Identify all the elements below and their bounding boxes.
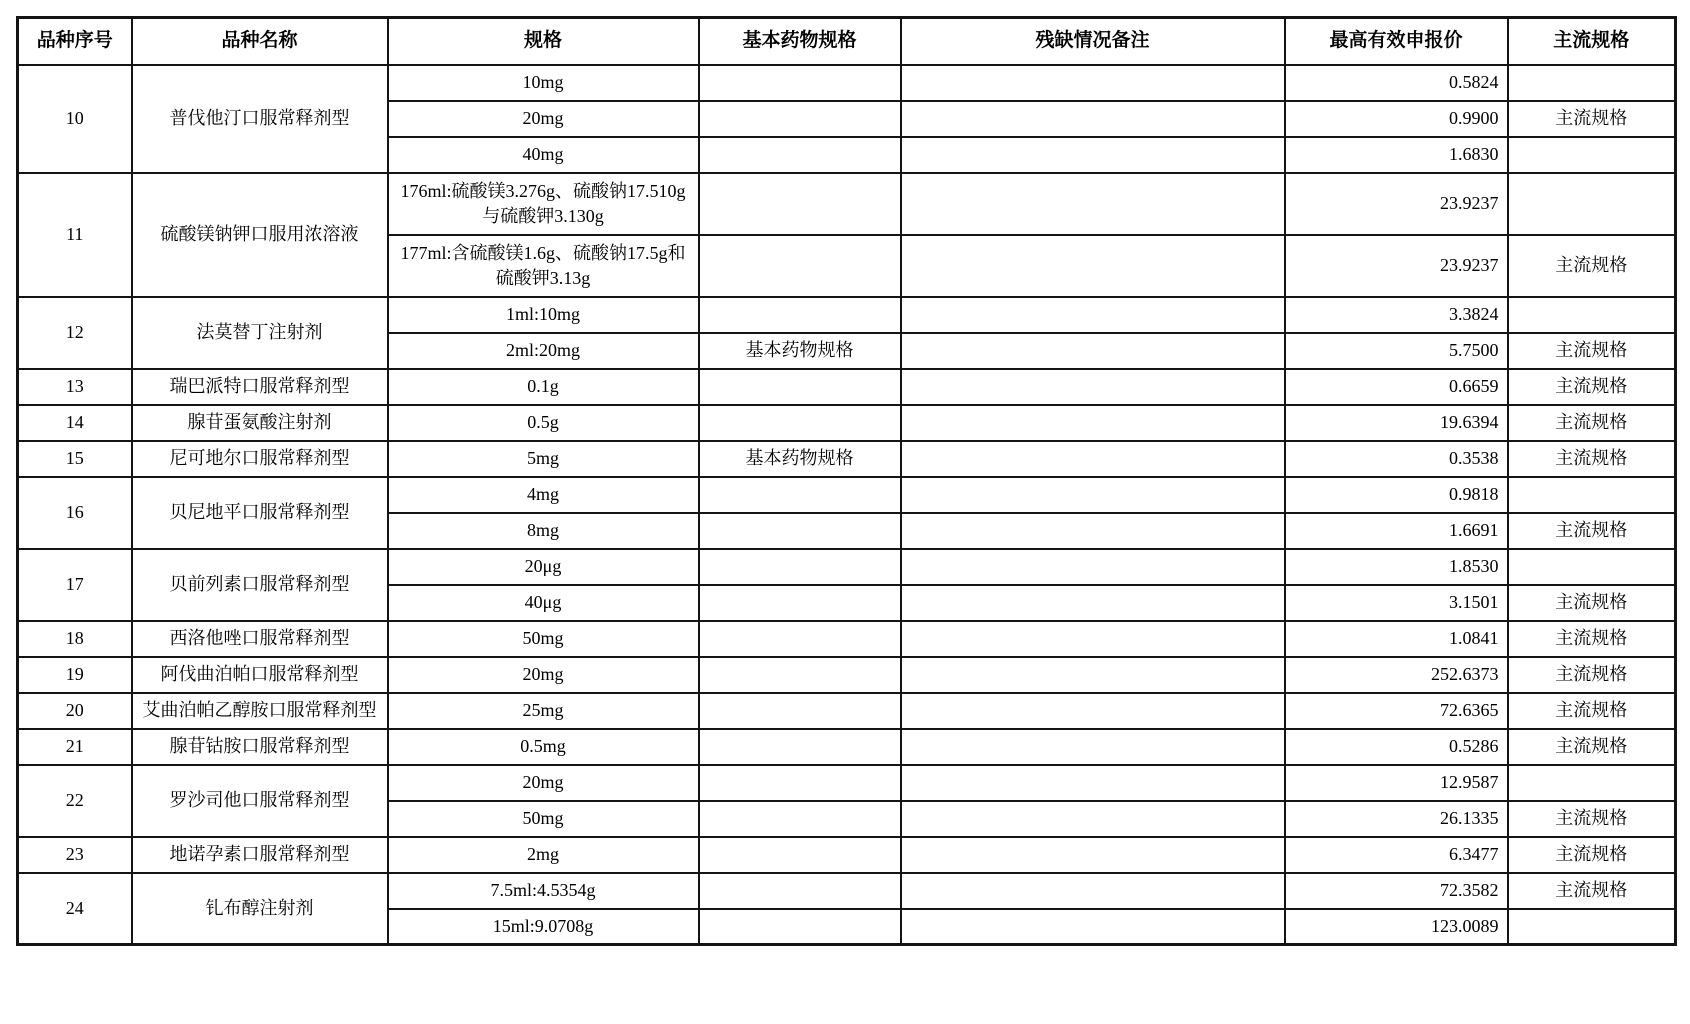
spec-cell: 1ml:10mg — [388, 297, 699, 333]
basic-cell — [699, 405, 901, 441]
spec-cell: 40mg — [388, 137, 699, 173]
price-cell: 1.6830 — [1285, 137, 1508, 173]
remark-cell — [901, 65, 1285, 101]
basic-cell: 基本药物规格 — [699, 333, 901, 369]
header-cell-seq: 品种序号 — [18, 18, 132, 65]
basic-cell — [699, 657, 901, 693]
table-row — [18, 729, 1676, 765]
mainstream-cell — [1508, 549, 1676, 585]
basic-cell — [699, 477, 901, 513]
seq-cell: 24 — [18, 873, 132, 945]
basic-cell — [699, 513, 901, 549]
basic-cell — [699, 801, 901, 837]
basic-cell: 基本药物规格 — [699, 441, 901, 477]
table-row — [18, 297, 1676, 333]
price-cell: 0.5286 — [1285, 729, 1508, 765]
price-cell: 0.6659 — [1285, 369, 1508, 405]
spec-cell: 10mg — [388, 65, 699, 101]
mainstream-cell: 主流规格 — [1508, 235, 1676, 297]
mainstream-cell — [1508, 765, 1676, 801]
table-body — [18, 65, 1676, 945]
mainstream-cell — [1508, 297, 1676, 333]
remark-cell — [901, 137, 1285, 173]
table-row — [18, 405, 1676, 441]
mainstream-cell: 主流规格 — [1508, 101, 1676, 137]
name-cell: 瑞巴派特口服常释剂型 — [132, 369, 388, 405]
seq-cell: 20 — [18, 693, 132, 729]
seq-cell: 22 — [18, 765, 132, 837]
spec-cell: 25mg — [388, 693, 699, 729]
remark-cell — [901, 621, 1285, 657]
price-cell: 1.6691 — [1285, 513, 1508, 549]
basic-cell — [699, 621, 901, 657]
remark-cell — [901, 801, 1285, 837]
seq-cell: 10 — [18, 65, 132, 173]
price-cell: 19.6394 — [1285, 405, 1508, 441]
remark-cell — [901, 297, 1285, 333]
price-cell: 3.3824 — [1285, 297, 1508, 333]
price-cell: 1.8530 — [1285, 549, 1508, 585]
table-row — [18, 657, 1676, 693]
remark-cell — [901, 405, 1285, 441]
table-row — [18, 621, 1676, 657]
basic-cell — [699, 137, 901, 173]
spec-cell: 5mg — [388, 441, 699, 477]
name-cell: 钆布醇注射剂 — [132, 873, 388, 945]
price-cell: 252.6373 — [1285, 657, 1508, 693]
price-cell: 12.9587 — [1285, 765, 1508, 801]
spec-cell: 177ml:含硫酸镁1.6g、硫酸钠17.5g和硫酸钾3.13g — [388, 235, 699, 297]
remark-cell — [901, 693, 1285, 729]
mainstream-cell: 主流规格 — [1508, 513, 1676, 549]
mainstream-cell — [1508, 65, 1676, 101]
table-row — [18, 693, 1676, 729]
remark-cell — [901, 765, 1285, 801]
price-cell: 123.0089 — [1285, 909, 1508, 945]
spec-cell: 15ml:9.0708g — [388, 909, 699, 945]
header-cell-price: 最高有效申报价 — [1285, 18, 1508, 65]
spec-cell: 50mg — [388, 801, 699, 837]
name-cell: 腺苷钴胺口服常释剂型 — [132, 729, 388, 765]
remark-cell — [901, 549, 1285, 585]
price-cell: 3.1501 — [1285, 585, 1508, 621]
remark-cell — [901, 101, 1285, 137]
spec-cell: 0.5mg — [388, 729, 699, 765]
spec-cell: 50mg — [388, 621, 699, 657]
mainstream-cell: 主流规格 — [1508, 801, 1676, 837]
table-row — [18, 173, 1676, 235]
seq-cell: 17 — [18, 549, 132, 621]
table-row — [18, 65, 1676, 101]
basic-cell — [699, 101, 901, 137]
header-cell-remark: 残缺情况备注 — [901, 18, 1285, 65]
price-cell: 0.9900 — [1285, 101, 1508, 137]
name-cell: 贝尼地平口服常释剂型 — [132, 477, 388, 549]
price-cell: 0.9818 — [1285, 477, 1508, 513]
seq-cell: 12 — [18, 297, 132, 369]
name-cell: 阿伐曲泊帕口服常释剂型 — [132, 657, 388, 693]
table-row — [18, 441, 1676, 477]
basic-cell — [699, 585, 901, 621]
spec-cell: 20mg — [388, 657, 699, 693]
mainstream-cell: 主流规格 — [1508, 441, 1676, 477]
remark-cell — [901, 909, 1285, 945]
table-row — [18, 873, 1676, 909]
seq-cell: 21 — [18, 729, 132, 765]
table-row — [18, 765, 1676, 801]
name-cell: 艾曲泊帕乙醇胺口服常释剂型 — [132, 693, 388, 729]
mainstream-cell: 主流规格 — [1508, 873, 1676, 909]
table-row — [18, 549, 1676, 585]
name-cell: 硫酸镁钠钾口服用浓溶液 — [132, 173, 388, 297]
seq-cell: 14 — [18, 405, 132, 441]
name-cell: 普伐他汀口服常释剂型 — [132, 65, 388, 173]
drug-price-table — [16, 16, 1677, 946]
remark-cell — [901, 477, 1285, 513]
name-cell: 腺苷蛋氨酸注射剂 — [132, 405, 388, 441]
price-cell: 6.3477 — [1285, 837, 1508, 873]
spec-cell: 20mg — [388, 101, 699, 137]
remark-cell — [901, 235, 1285, 297]
mainstream-cell: 主流规格 — [1508, 333, 1676, 369]
header-row — [18, 18, 1676, 65]
remark-cell — [901, 173, 1285, 235]
spec-cell: 0.5g — [388, 405, 699, 441]
table-row — [18, 369, 1676, 405]
remark-cell — [901, 657, 1285, 693]
spec-cell: 20mg — [388, 765, 699, 801]
header-cell-mainstream: 主流规格 — [1508, 18, 1676, 65]
mainstream-cell: 主流规格 — [1508, 729, 1676, 765]
header-cell-basic: 基本药物规格 — [699, 18, 901, 65]
mainstream-cell: 主流规格 — [1508, 405, 1676, 441]
price-cell: 23.9237 — [1285, 173, 1508, 235]
price-cell: 5.7500 — [1285, 333, 1508, 369]
price-cell: 26.1335 — [1285, 801, 1508, 837]
name-cell: 罗沙司他口服常释剂型 — [132, 765, 388, 837]
spec-cell: 8mg — [388, 513, 699, 549]
spec-cell: 40μg — [388, 585, 699, 621]
mainstream-cell: 主流规格 — [1508, 369, 1676, 405]
spec-cell: 20μg — [388, 549, 699, 585]
seq-cell: 13 — [18, 369, 132, 405]
seq-cell: 23 — [18, 837, 132, 873]
header-cell-spec: 规格 — [388, 18, 699, 65]
spec-cell: 7.5ml:4.5354g — [388, 873, 699, 909]
mainstream-cell: 主流规格 — [1508, 657, 1676, 693]
remark-cell — [901, 837, 1285, 873]
seq-cell: 19 — [18, 657, 132, 693]
mainstream-cell — [1508, 477, 1676, 513]
seq-cell: 16 — [18, 477, 132, 549]
basic-cell — [699, 693, 901, 729]
name-cell: 贝前列素口服常释剂型 — [132, 549, 388, 621]
remark-cell — [901, 333, 1285, 369]
remark-cell — [901, 441, 1285, 477]
basic-cell — [699, 873, 901, 909]
header-cell-name: 品种名称 — [132, 18, 388, 65]
mainstream-cell — [1508, 909, 1676, 945]
price-cell: 0.3538 — [1285, 441, 1508, 477]
price-cell: 1.0841 — [1285, 621, 1508, 657]
mainstream-cell: 主流规格 — [1508, 621, 1676, 657]
table-row — [18, 477, 1676, 513]
spec-cell: 2mg — [388, 837, 699, 873]
remark-cell — [901, 873, 1285, 909]
basic-cell — [699, 549, 901, 585]
price-cell: 23.9237 — [1285, 235, 1508, 297]
mainstream-cell: 主流规格 — [1508, 837, 1676, 873]
basic-cell — [699, 297, 901, 333]
remark-cell — [901, 729, 1285, 765]
price-cell: 0.5824 — [1285, 65, 1508, 101]
spec-cell: 2ml:20mg — [388, 333, 699, 369]
remark-cell — [901, 369, 1285, 405]
price-cell: 72.3582 — [1285, 873, 1508, 909]
mainstream-cell: 主流规格 — [1508, 585, 1676, 621]
seq-cell: 18 — [18, 621, 132, 657]
basic-cell — [699, 729, 901, 765]
remark-cell — [901, 513, 1285, 549]
basic-cell — [699, 837, 901, 873]
mainstream-cell — [1508, 137, 1676, 173]
mainstream-cell: 主流规格 — [1508, 693, 1676, 729]
name-cell: 地诺孕素口服常释剂型 — [132, 837, 388, 873]
spec-cell: 4mg — [388, 477, 699, 513]
basic-cell — [699, 235, 901, 297]
remark-cell — [901, 585, 1285, 621]
seq-cell: 15 — [18, 441, 132, 477]
basic-cell — [699, 173, 901, 235]
spec-cell: 0.1g — [388, 369, 699, 405]
seq-cell: 11 — [18, 173, 132, 297]
price-cell: 72.6365 — [1285, 693, 1508, 729]
name-cell: 西洛他唑口服常释剂型 — [132, 621, 388, 657]
name-cell: 尼可地尔口服常释剂型 — [132, 441, 388, 477]
basic-cell — [699, 909, 901, 945]
mainstream-cell — [1508, 173, 1676, 235]
spec-cell: 176ml:硫酸镁3.276g、硫酸钠17.510g与硫酸钾3.130g — [388, 173, 699, 235]
table-row — [18, 837, 1676, 873]
basic-cell — [699, 65, 901, 101]
basic-cell — [699, 765, 901, 801]
name-cell: 法莫替丁注射剂 — [132, 297, 388, 369]
basic-cell — [699, 369, 901, 405]
